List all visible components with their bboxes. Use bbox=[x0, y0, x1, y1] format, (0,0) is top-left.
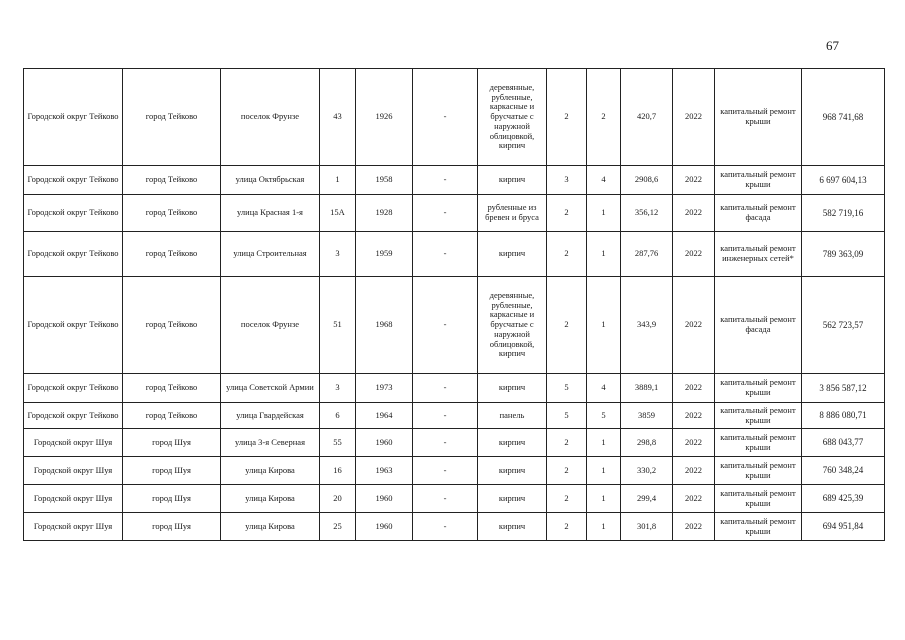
cell-wall-material: кирпич bbox=[478, 374, 547, 403]
cell-district: Городской округ Тейково bbox=[24, 403, 123, 429]
cell-floors: 5 bbox=[547, 374, 587, 403]
cell-house-number: 20 bbox=[320, 485, 356, 513]
cell-house-number: 15А bbox=[320, 195, 356, 232]
cell-work-type: капитальный ремонт крыши bbox=[715, 166, 802, 195]
cell-plan-year: 2022 bbox=[673, 374, 715, 403]
cell-construction-year: 1964 bbox=[356, 403, 413, 429]
cell-cost: 562 723,57 bbox=[802, 277, 885, 374]
cell-wall-material: кирпич bbox=[478, 429, 547, 457]
cell-city: город Шуя bbox=[123, 457, 221, 485]
cell-work-type: капитальный ремонт крыши bbox=[715, 485, 802, 513]
cell-house-number: 3 bbox=[320, 374, 356, 403]
cell-city: город Шуя bbox=[123, 513, 221, 541]
cell-construction-year: 1968 bbox=[356, 277, 413, 374]
cell-district: Городской округ Тейково bbox=[24, 69, 123, 166]
cell-dash: - bbox=[413, 403, 478, 429]
cell-plan-year: 2022 bbox=[673, 195, 715, 232]
cell-floors: 2 bbox=[547, 485, 587, 513]
cell-work-type: капитальный ремонт крыши bbox=[715, 457, 802, 485]
cell-entrances: 1 bbox=[587, 195, 621, 232]
cell-floors: 2 bbox=[547, 513, 587, 541]
table-body bbox=[24, 69, 885, 541]
cell-city: город Тейково bbox=[123, 232, 221, 277]
cell-district: Городской округ Шуя bbox=[24, 485, 123, 513]
table-row bbox=[24, 232, 885, 277]
cell-area: 420,7 bbox=[621, 69, 673, 166]
cell-wall-material: кирпич bbox=[478, 513, 547, 541]
cell-house-number: 55 bbox=[320, 429, 356, 457]
cell-construction-year: 1973 bbox=[356, 374, 413, 403]
cell-entrances: 1 bbox=[587, 485, 621, 513]
cell-cost: 694 951,84 bbox=[802, 513, 885, 541]
cell-house-number: 43 bbox=[320, 69, 356, 166]
cell-cost: 760 348,24 bbox=[802, 457, 885, 485]
table-row bbox=[24, 166, 885, 195]
cell-plan-year: 2022 bbox=[673, 403, 715, 429]
cell-district: Городской округ Тейково bbox=[24, 195, 123, 232]
cell-work-type: капитальный ремонт крыши bbox=[715, 403, 802, 429]
cell-house-number: 16 bbox=[320, 457, 356, 485]
cell-work-type: капитальный ремонт крыши bbox=[715, 429, 802, 457]
cell-cost: 968 741,68 bbox=[802, 69, 885, 166]
cell-floors: 2 bbox=[547, 195, 587, 232]
cell-area: 298,8 bbox=[621, 429, 673, 457]
cell-construction-year: 1960 bbox=[356, 429, 413, 457]
cell-city: город Тейково bbox=[123, 69, 221, 166]
cell-wall-material: кирпич bbox=[478, 232, 547, 277]
cell-wall-material: рубленные из бревен и бруса bbox=[478, 195, 547, 232]
cell-plan-year: 2022 bbox=[673, 277, 715, 374]
cell-dash: - bbox=[413, 513, 478, 541]
cell-cost: 8 886 080,71 bbox=[802, 403, 885, 429]
cell-dash: - bbox=[413, 195, 478, 232]
cell-area: 356,12 bbox=[621, 195, 673, 232]
cell-entrances: 5 bbox=[587, 403, 621, 429]
cell-construction-year: 1963 bbox=[356, 457, 413, 485]
cell-dash: - bbox=[413, 277, 478, 374]
cell-house-number: 51 bbox=[320, 277, 356, 374]
cell-floors: 2 bbox=[547, 232, 587, 277]
cell-construction-year: 1958 bbox=[356, 166, 413, 195]
cell-dash: - bbox=[413, 429, 478, 457]
cell-street: поселок Фрунзе bbox=[221, 69, 320, 166]
cell-street: улица Красная 1-я bbox=[221, 195, 320, 232]
cell-cost: 3 856 587,12 bbox=[802, 374, 885, 403]
table-row bbox=[24, 429, 885, 457]
table-row bbox=[24, 277, 885, 374]
cell-entrances: 4 bbox=[587, 374, 621, 403]
cell-wall-material: панель bbox=[478, 403, 547, 429]
cell-cost: 688 043,77 bbox=[802, 429, 885, 457]
cell-area: 287,76 bbox=[621, 232, 673, 277]
table-row bbox=[24, 403, 885, 429]
cell-construction-year: 1928 bbox=[356, 195, 413, 232]
cell-street: улица Кирова bbox=[221, 513, 320, 541]
cell-work-type: капитальный ремонт фасада bbox=[715, 277, 802, 374]
cell-work-type: капитальный ремонт крыши bbox=[715, 374, 802, 403]
table-row bbox=[24, 195, 885, 232]
cell-wall-material: деревянные, рубленные, каркасные и брусчатые с наружной облицовкой, кирпич bbox=[478, 69, 547, 166]
cell-dash: - bbox=[413, 232, 478, 277]
cell-dash: - bbox=[413, 374, 478, 403]
cell-wall-material: кирпич bbox=[478, 485, 547, 513]
cell-district: Городской округ Тейково bbox=[24, 166, 123, 195]
cell-wall-material: кирпич bbox=[478, 457, 547, 485]
cell-district: Городской округ Шуя bbox=[24, 429, 123, 457]
cell-entrances: 4 bbox=[587, 166, 621, 195]
cell-street: улица Кирова bbox=[221, 457, 320, 485]
cell-floors: 5 bbox=[547, 403, 587, 429]
cell-dash: - bbox=[413, 69, 478, 166]
cell-city: город Шуя bbox=[123, 429, 221, 457]
cell-work-type: капитальный ремонт крыши bbox=[715, 513, 802, 541]
table-row bbox=[24, 457, 885, 485]
cell-plan-year: 2022 bbox=[673, 429, 715, 457]
cell-plan-year: 2022 bbox=[673, 457, 715, 485]
cell-construction-year: 1926 bbox=[356, 69, 413, 166]
cell-district: Городской округ Тейково bbox=[24, 374, 123, 403]
cell-area: 3859 bbox=[621, 403, 673, 429]
cell-dash: - bbox=[413, 166, 478, 195]
cell-plan-year: 2022 bbox=[673, 232, 715, 277]
cell-district: Городской округ Тейково bbox=[24, 232, 123, 277]
cell-city: город Тейково bbox=[123, 166, 221, 195]
cell-work-type: капитальный ремонт фасада bbox=[715, 195, 802, 232]
cell-floors: 2 bbox=[547, 277, 587, 374]
housing-repair-table bbox=[23, 68, 885, 541]
cell-area: 2908,6 bbox=[621, 166, 673, 195]
cell-house-number: 6 bbox=[320, 403, 356, 429]
cell-city: город Тейково bbox=[123, 195, 221, 232]
cell-work-type: капитальный ремонт инженерных сетей* bbox=[715, 232, 802, 277]
cell-floors: 3 bbox=[547, 166, 587, 195]
cell-street: улица Строительная bbox=[221, 232, 320, 277]
cell-construction-year: 1959 bbox=[356, 232, 413, 277]
cell-cost: 582 719,16 bbox=[802, 195, 885, 232]
cell-street: улица Советской Армии bbox=[221, 374, 320, 403]
cell-cost: 789 363,09 bbox=[802, 232, 885, 277]
cell-plan-year: 2022 bbox=[673, 485, 715, 513]
cell-plan-year: 2022 bbox=[673, 513, 715, 541]
cell-work-type: капитальный ремонт крыши bbox=[715, 69, 802, 166]
cell-plan-year: 2022 bbox=[673, 69, 715, 166]
table-row bbox=[24, 374, 885, 403]
cell-area: 343,9 bbox=[621, 277, 673, 374]
cell-area: 3889,1 bbox=[621, 374, 673, 403]
cell-street: улица Октябрьская bbox=[221, 166, 320, 195]
cell-district: Городской округ Тейково bbox=[24, 277, 123, 374]
cell-area: 301,8 bbox=[621, 513, 673, 541]
cell-city: город Тейково bbox=[123, 403, 221, 429]
cell-wall-material: деревянные, рубленные, каркасные и брусчатые с наружной облицовкой, кирпич bbox=[478, 277, 547, 374]
cell-area: 299,4 bbox=[621, 485, 673, 513]
table-row bbox=[24, 485, 885, 513]
cell-floors: 2 bbox=[547, 429, 587, 457]
cell-entrances: 1 bbox=[587, 277, 621, 374]
cell-dash: - bbox=[413, 457, 478, 485]
cell-street: улица 3-я Северная bbox=[221, 429, 320, 457]
cell-entrances: 1 bbox=[587, 513, 621, 541]
cell-entrances: 1 bbox=[587, 457, 621, 485]
cell-city: город Тейково bbox=[123, 277, 221, 374]
cell-house-number: 3 bbox=[320, 232, 356, 277]
cell-entrances: 1 bbox=[587, 429, 621, 457]
cell-wall-material: кирпич bbox=[478, 166, 547, 195]
page-number: 67 bbox=[826, 38, 839, 53]
cell-district: Городской округ Шуя bbox=[24, 457, 123, 485]
cell-street: улица Кирова bbox=[221, 485, 320, 513]
cell-entrances: 1 bbox=[587, 232, 621, 277]
cell-district: Городской округ Шуя bbox=[24, 513, 123, 541]
cell-street: поселок Фрунзе bbox=[221, 277, 320, 374]
cell-city: город Шуя bbox=[123, 485, 221, 513]
cell-construction-year: 1960 bbox=[356, 485, 413, 513]
cell-city: город Тейково bbox=[123, 374, 221, 403]
cell-construction-year: 1960 bbox=[356, 513, 413, 541]
cell-dash: - bbox=[413, 485, 478, 513]
cell-plan-year: 2022 bbox=[673, 166, 715, 195]
cell-house-number: 1 bbox=[320, 166, 356, 195]
cell-area: 330,2 bbox=[621, 457, 673, 485]
cell-cost: 6 697 604,13 bbox=[802, 166, 885, 195]
table-row bbox=[24, 69, 885, 166]
table-row bbox=[24, 513, 885, 541]
cell-house-number: 25 bbox=[320, 513, 356, 541]
cell-street: улица Гвардейская bbox=[221, 403, 320, 429]
cell-floors: 2 bbox=[547, 69, 587, 166]
cell-cost: 689 425,39 bbox=[802, 485, 885, 513]
cell-floors: 2 bbox=[547, 457, 587, 485]
cell-entrances: 2 bbox=[587, 69, 621, 166]
